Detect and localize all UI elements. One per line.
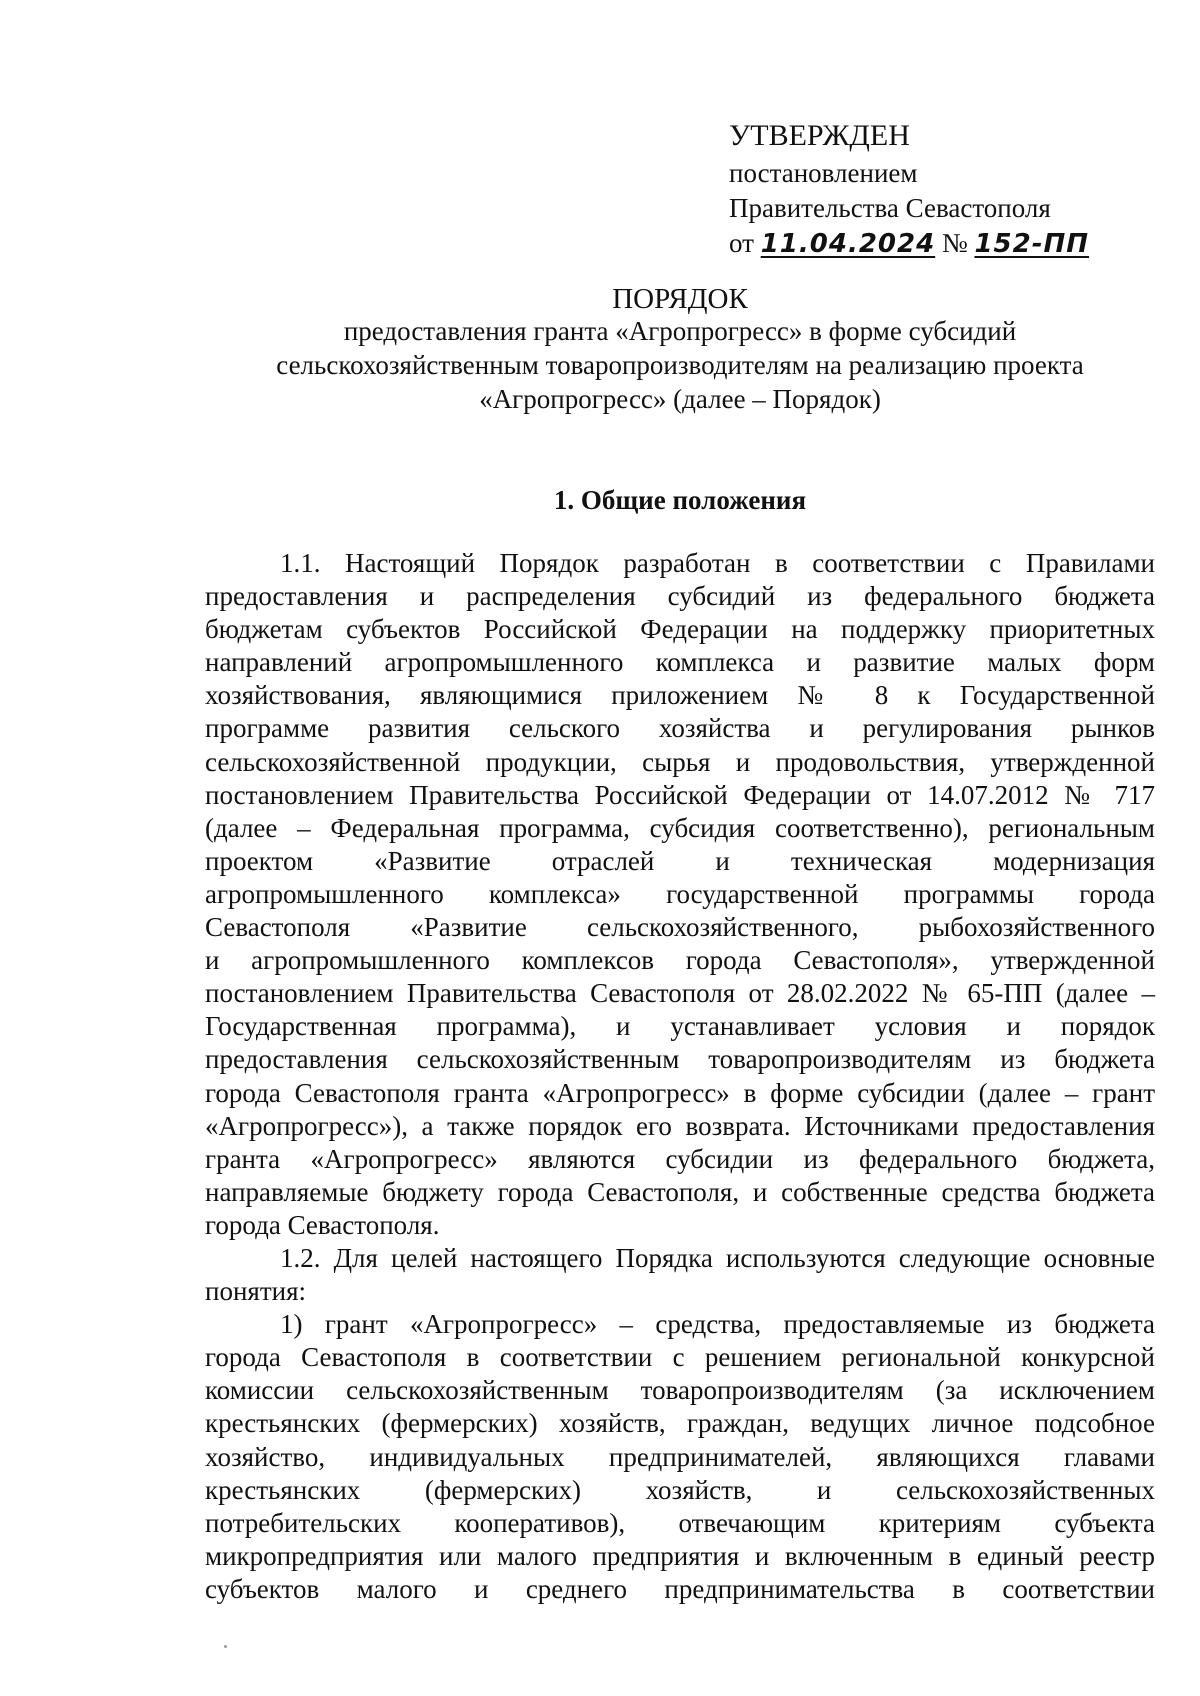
body-line: комиссии сельскохозяйственным товаропроизводителям (за исключением [205,1375,1155,1406]
body-line: микропредприятия или малого предприятия и включенным в единый реестр [205,1540,1155,1571]
body-line: бюджетам субъектов Российской Федерации на поддержку приоритетных [205,614,1155,645]
body-line: проектом «Развитие отраслей и техническая модернизация [205,845,1155,876]
body-line: крестьянских (фермерских) хозяйств, и сельскохозяйственных [205,1474,1155,1505]
body-line: направляемые бюджету города Севастополя, и собственные средства бюджета [205,1176,1155,1207]
body-line: программе развития сельского хозяйства и регулирования рынков [205,713,1155,744]
approved-heading: УТВЕРЖДЕН [729,119,910,152]
body-line: города Севастополя. [205,1209,440,1240]
body-line: постановлением Правительства Российской Федерации от 14.07.2012 № 717 [205,779,1155,810]
body-line: (далее – Федеральная программа, субсидия соответственно), региональным [205,812,1155,843]
body-line: субъектов малого и среднего предпринимательства в соответствии [205,1573,1155,1604]
body-line: города Севастополя в соответствии с решением региональной конкурсной [205,1342,1155,1373]
approval-stamp [729,116,1149,262]
body-line: 1.1. Настоящий Порядок разработан в соответствии с Правилами [280,548,1155,578]
body-line: предоставления и распределения субсидий из федерального бюджета [205,581,1155,612]
body-line: крестьянских (фермерских) хозяйств, граждан, ведущих личное подсобное [205,1408,1155,1439]
subtitle-line-2: сельскохозяйственным товаропроизводителям на реализацию проекта [276,350,1084,380]
body-line: Государственная программа), и устанавливает условия и порядок [205,1011,1155,1042]
handwritten-date: 11.04.2024 [760,229,936,259]
body-line: постановлением Правительства Севастополя от 28.02.2022 № 65-ПП (далее – [205,978,1155,1009]
body-line: города Севастополя гранта «Агропрогресс» в форме субсидии (далее – грант [205,1077,1155,1108]
approval-date-line [729,226,1149,262]
body-line: потребительских кооперативов), отвечающим критериям субъекта [205,1507,1155,1538]
body-line: 1.2. Для целей настоящего Порядка используются следующие основные [280,1242,1155,1273]
date-prefix: от [729,228,754,258]
body-line: предоставления сельскохозяйственным товаропроизводителям из бюджета [205,1044,1155,1075]
number-prefix: № [941,228,968,258]
body-line: понятия: [205,1276,306,1307]
subtitle-line-3: «Агропрогресс» (далее – Порядок) [479,384,881,414]
body-line: направлений агропромышленного комплекса и развитие малых форм [205,647,1155,678]
handwritten-number: 152-ПП [974,229,1090,259]
body-line: 1) грант «Агропрогресс» – средства, предоставляемые из бюджета [280,1309,1155,1340]
approval-line-1: постановлением [729,158,918,188]
body-line: Севастополя «Развитие сельскохозяйственного, рыбохозяйственного [205,912,1155,943]
subtitle-line-1: предоставления гранта «Агропрогресс» в форме субсидий [343,316,1017,346]
document-subtitle [230,314,1130,416]
approval-line-2: Правительства Севастополя [729,193,1051,223]
body-line: агропромышленного комплекса» государственной программы города [205,878,1155,909]
body-line: сельскохозяйственной продукции, сырья и продовольствия, утвержденной [205,746,1155,777]
body-line: хозяйство, индивидуальных предпринимателей, являющихся главами [205,1441,1155,1472]
section-heading: 1. Общие положения [553,485,807,515]
body-line: гранта «Агропрогресс» являются субсидии из федерального бюджета, [205,1143,1155,1174]
body-line: «Агропрогресс»), а также порядок его возврата. Источниками предоставления [205,1110,1155,1141]
scan-speck [224,1645,227,1648]
body-text [205,547,1155,1606]
body-line: и агропромышленного комплексов города Севастополя», утвержденной [205,945,1155,976]
body-line: хозяйствования, являющимися приложением № 8 к Государственной [205,680,1155,711]
document-title: ПОРЯДОК [612,283,748,315]
